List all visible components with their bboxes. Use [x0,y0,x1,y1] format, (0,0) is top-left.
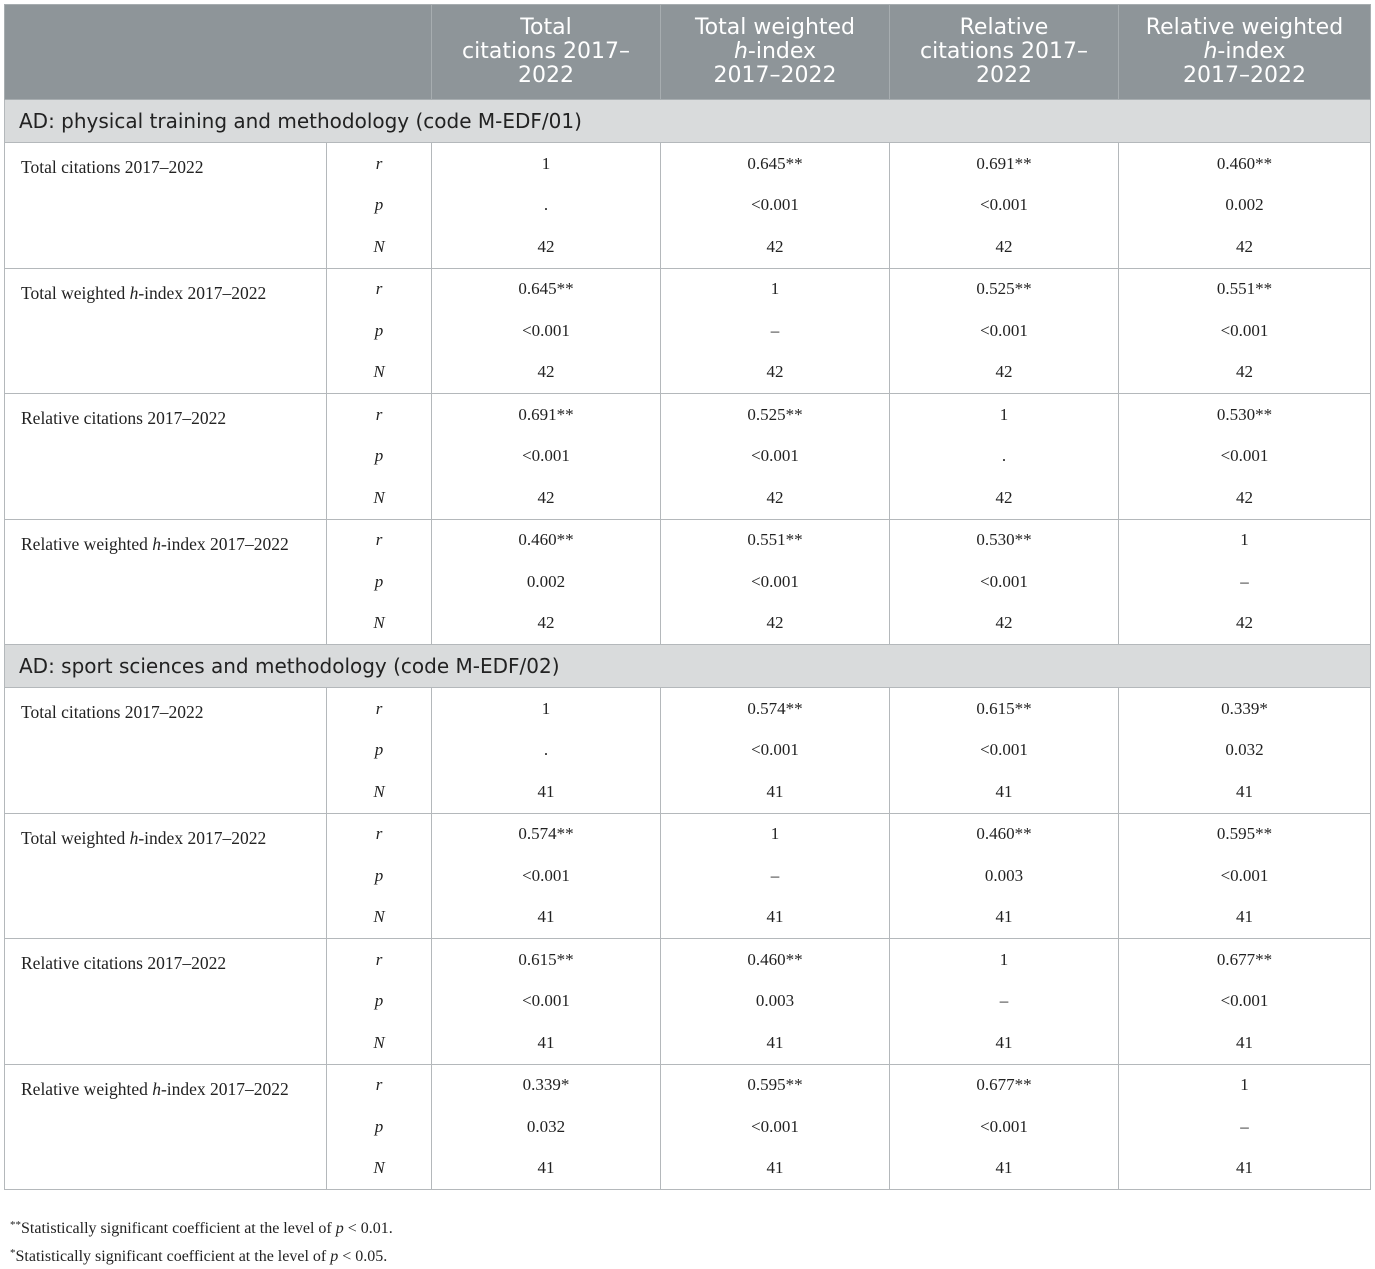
stat-label-N: N [327,897,432,939]
value-cell: 0.339* [432,1064,661,1106]
value-cell: <0.001 [661,436,890,478]
value-cell: 0.003 [890,855,1119,897]
value-cell: 0.032 [432,1106,661,1148]
table-row [5,1064,1371,1106]
section-header-row [5,100,1371,143]
value-cell: 42 [890,352,1119,394]
stat-label-N: N [327,1148,432,1190]
value-cell: 41 [661,771,890,813]
stat-label-N: N [327,352,432,394]
value-cell: 0.691** [432,394,661,436]
value-cell: <0.001 [1119,436,1371,478]
value-cell: 41 [432,897,661,939]
value-cell: 41 [890,1148,1119,1190]
stat-label-r: r [327,394,432,436]
value-cell: 1 [661,813,890,855]
value-cell: <0.001 [661,185,890,227]
row-variable-label: Relative weighted h-index 2017–2022 [5,519,327,645]
value-cell: 1 [890,394,1119,436]
stat-label-N: N [327,226,432,268]
header-relative-weighted-h-index: Relative weighted h-index 2017–2022 [1119,5,1371,100]
stat-label-r: r [327,688,432,730]
footnote-p005: *Statistically significant coefficient at the level of p < 0.05. [10,1247,388,1265]
header-row [5,5,1371,100]
stat-label-r: r [327,143,432,185]
stat-label-r: r [327,519,432,561]
table-row [5,268,1371,310]
value-cell: 0.525** [890,268,1119,310]
value-cell: 42 [890,226,1119,268]
table-body [5,100,1371,1190]
value-cell: 0.460** [890,813,1119,855]
value-cell: <0.001 [1119,310,1371,352]
stat-label-N: N [327,477,432,519]
value-cell: 42 [432,226,661,268]
stat-label-N: N [327,603,432,645]
header-total-weighted-h-index: Total weighted h-index 2017–2022 [661,5,890,100]
value-cell: <0.001 [1119,855,1371,897]
value-cell: <0.001 [890,730,1119,772]
stat-label-p: p [327,730,432,772]
value-cell: <0.001 [890,185,1119,227]
value-cell: 0.530** [1119,394,1371,436]
row-variable-label: Relative citations 2017–2022 [5,394,327,520]
value-cell: 0.003 [661,981,890,1023]
value-cell: 0.595** [1119,813,1371,855]
value-cell: 0.677** [890,1064,1119,1106]
table-row [5,688,1371,730]
stat-label-p: p [327,436,432,478]
value-cell: 41 [432,771,661,813]
value-cell: 41 [890,1022,1119,1064]
value-cell: 1 [1119,519,1371,561]
value-cell: 0.339* [1119,688,1371,730]
footnote-p001: **Statistically significant coefficient at the level of p < 0.01. [10,1219,393,1237]
value-cell: 42 [661,352,890,394]
header-blank-cell [5,5,432,100]
row-variable-label: Total weighted h-index 2017–2022 [5,813,327,939]
row-variable-label: Relative citations 2017–2022 [5,939,327,1065]
value-cell: 0.574** [432,813,661,855]
section-title: AD: sport sciences and methodology (code M-EDF/02) [5,645,1371,688]
value-cell: 41 [432,1148,661,1190]
value-cell: 0.032 [1119,730,1371,772]
value-cell: 41 [1119,1022,1371,1064]
value-cell: <0.001 [432,310,661,352]
header-relative-citations: Relative citations 2017– 2022 [890,5,1119,100]
value-cell: 0.691** [890,143,1119,185]
value-cell: 0.551** [1119,268,1371,310]
value-cell: 0.645** [661,143,890,185]
stat-label-p: p [327,310,432,352]
value-cell: 0.460** [432,519,661,561]
value-cell: . [432,185,661,227]
value-cell: 42 [661,477,890,519]
value-cell: 41 [1119,897,1371,939]
stat-label-r: r [327,813,432,855]
section-header-row [5,645,1371,688]
value-cell: 1 [661,268,890,310]
value-cell: <0.001 [1119,981,1371,1023]
value-cell: <0.001 [432,436,661,478]
value-cell: 42 [432,477,661,519]
value-cell: 41 [661,897,890,939]
value-cell: – [1119,1106,1371,1148]
value-cell: – [661,855,890,897]
value-cell: 0.460** [1119,143,1371,185]
value-cell: 41 [661,1148,890,1190]
row-variable-label: Total citations 2017–2022 [5,143,327,269]
table-row [5,939,1371,981]
value-cell: 42 [1119,352,1371,394]
value-cell: <0.001 [661,730,890,772]
value-cell: 0.525** [661,394,890,436]
table-footnotes [10,1213,393,1269]
value-cell: 42 [1119,477,1371,519]
value-cell: 0.595** [661,1064,890,1106]
value-cell: 0.615** [432,939,661,981]
value-cell: <0.001 [661,1106,890,1148]
value-cell: 41 [890,771,1119,813]
value-cell: 0.677** [1119,939,1371,981]
row-variable-label: Total citations 2017–2022 [5,688,327,814]
value-cell: 0.615** [890,688,1119,730]
section-title: AD: physical training and methodology (code M-EDF/01) [5,100,1371,143]
value-cell: 42 [1119,603,1371,645]
value-cell: 42 [890,603,1119,645]
value-cell: <0.001 [890,561,1119,603]
value-cell: <0.001 [432,855,661,897]
value-cell: . [890,436,1119,478]
value-cell: 0.002 [432,561,661,603]
stat-label-p: p [327,1106,432,1148]
value-cell: 42 [432,352,661,394]
table-row [5,394,1371,436]
correlation-table-container [4,4,1370,1190]
correlation-table [4,4,1371,1190]
stat-label-N: N [327,1022,432,1064]
table-row [5,519,1371,561]
value-cell: 0.530** [890,519,1119,561]
value-cell: 41 [1119,771,1371,813]
value-cell: 41 [1119,1148,1371,1190]
value-cell: 0.574** [661,688,890,730]
value-cell: 42 [1119,226,1371,268]
header-total-citations: Total citations 2017– 2022 [432,5,661,100]
value-cell: – [1119,561,1371,603]
stat-label-p: p [327,981,432,1023]
stat-label-r: r [327,939,432,981]
value-cell: 42 [661,603,890,645]
value-cell: 42 [661,226,890,268]
value-cell: . [432,730,661,772]
value-cell: – [890,981,1119,1023]
value-cell: <0.001 [661,561,890,603]
stat-label-p: p [327,561,432,603]
value-cell: <0.001 [890,310,1119,352]
stat-label-r: r [327,268,432,310]
stat-label-N: N [327,771,432,813]
value-cell: <0.001 [432,981,661,1023]
value-cell: 1 [432,688,661,730]
value-cell: 1 [890,939,1119,981]
row-variable-label: Relative weighted h-index 2017–2022 [5,1064,327,1190]
value-cell: 0.002 [1119,185,1371,227]
value-cell: 42 [432,603,661,645]
value-cell: 1 [432,143,661,185]
value-cell: 41 [890,897,1119,939]
value-cell: 1 [1119,1064,1371,1106]
value-cell: 0.645** [432,268,661,310]
table-row [5,143,1371,185]
stat-label-r: r [327,1064,432,1106]
value-cell: – [661,310,890,352]
value-cell: 0.460** [661,939,890,981]
table-row [5,813,1371,855]
value-cell: 41 [432,1022,661,1064]
value-cell: 41 [661,1022,890,1064]
stat-label-p: p [327,185,432,227]
value-cell: <0.001 [890,1106,1119,1148]
row-variable-label: Total weighted h-index 2017–2022 [5,268,327,394]
value-cell: 42 [890,477,1119,519]
stat-label-p: p [327,855,432,897]
value-cell: 0.551** [661,519,890,561]
